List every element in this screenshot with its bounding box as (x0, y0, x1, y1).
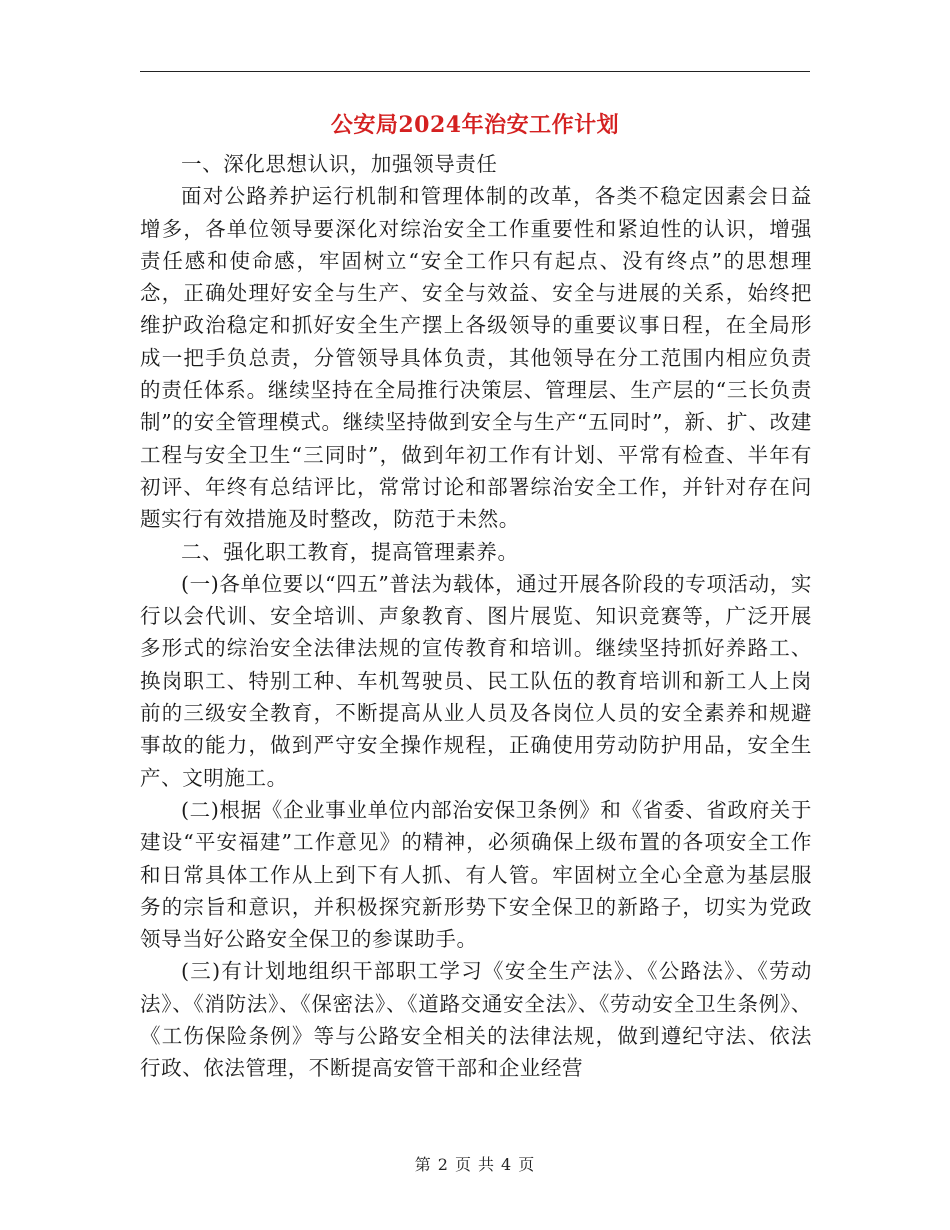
document-body (140, 148, 812, 1085)
section-heading-2: 二、强化职工教育，提高管理素养。 (181, 539, 519, 564)
page-number: 2 (437, 1155, 449, 1174)
paragraph: (二)根据《企业事业单位内部治安保卫条例》和《省委、省政府关于建设“平安福建”工作意见》的精神，必须确保上级布置的各项安全工作和日常具体工作从上到下有人抓、有人管。牢固树立全心全意为基层服务的宗旨和意识，并积极探究新形势下安全保卫的新路子，切实为党政领导当好公路安全保卫的参谋助手。 (140, 797, 812, 952)
paragraph: (一)各单位要以“四五”普法为载体，通过开展各阶段的专项活动，实行以会代训、安全培训、声象教育、图片展览、知识竞赛等，广泛开展多形式的综治安全法律法规的宣传教育和培训。继续坚持抓好养路工、换岗职工、特别工种、车机驾驶员、民工队伍的教育培训和新工人上岗前的三级安全教育，不断提高从业人员及各岗位人员的安全素养和规避事故的能力，做到严守安全操作规程，正确使用劳动防护用品，安全生产、文明施工。 (140, 571, 812, 790)
footer-suffix: 页 (518, 1155, 536, 1174)
page-footer (0, 1154, 950, 1176)
header-rule (140, 71, 810, 72)
footer-middle: 页 共 (454, 1155, 496, 1174)
document-title: 公安局2024年治安工作计划 (330, 112, 620, 138)
footer-prefix: 第 (414, 1155, 432, 1174)
section-heading-1: 一、深化思想认识，加强领导责任 (181, 152, 498, 176)
total-pages: 4 (501, 1155, 513, 1174)
paragraph: (三)有计划地组织干部职工学习《安全生产法》、《公路法》、《劳动法》、《消防法》、《保密法》、《道路交通安全法》、《劳动安全卫生条例》、《工伤保险条例》等与公路安全相关的法律法规，做到遵纪守法、依法行政、依法管理，不断提高安管干部和企业经营 (140, 959, 812, 1081)
paragraph: 面对公路养护运行机制和管理体制的改革，各类不稳定因素会日益增多，各单位领导要深化对综治安全工作重要性和紧迫性的认识，增强责任感和使命感，牢固树立“安全工作只有起点、没有终点”的思想理念，正确处理好安全与生产、安全与效益、安全与进展的关系，始终把维护政治稳定和抓好安全生产摆上各级领导的重要议事日程，在全局形成一把手负总责，分管领导具体负责，其他领导在分工范围内相应负责的责任体系。继续坚持在全局推行决策层、管理层、生产层的“三长负责制”的安全管理模式。继续坚持做到安全与生产“五同时”，新、扩、改建工程与安全卫生“三同时”，做到年初工作有计划、平常有检查、半年有初评、年终有总结评比，常常讨论和部署综治安全工作，并针对存在问题实行有效措施及时整改，防范于未然。 (140, 184, 812, 532)
